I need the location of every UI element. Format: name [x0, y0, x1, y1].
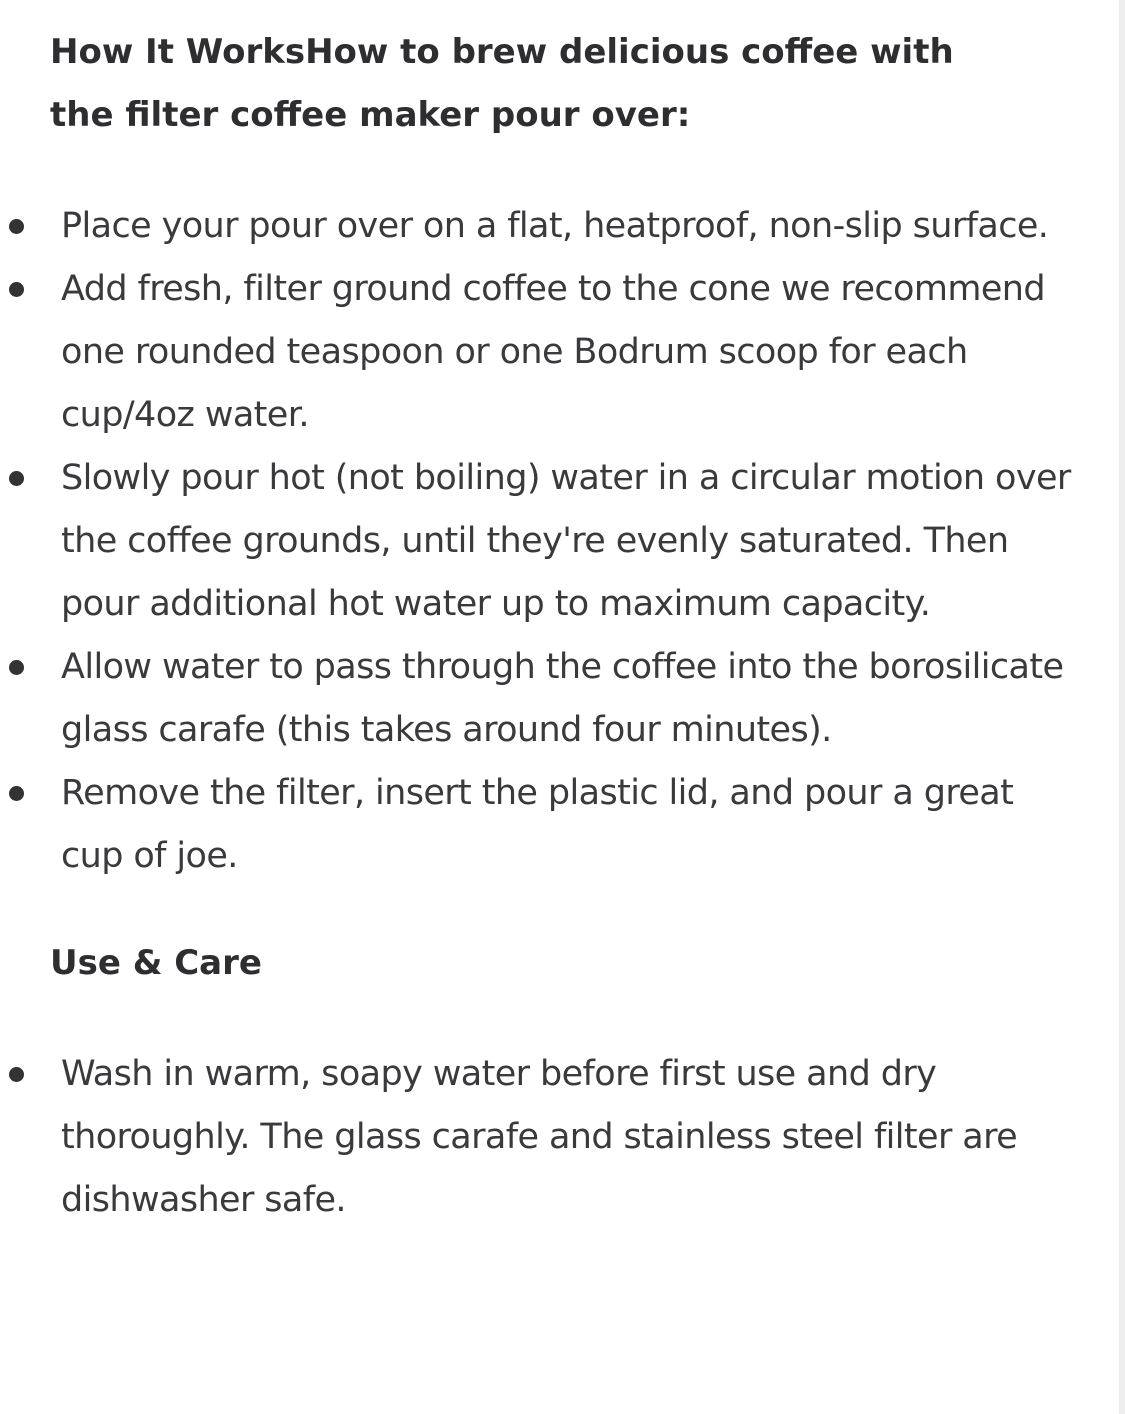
use-and-care-list: [0, 1043, 1112, 1232]
step-text: Allow water to pass through the coffee into the borosilicate glass carafe (this takes around four minutes).: [61, 647, 1064, 750]
bullet-icon: [9, 219, 24, 234]
step-text: Slowly pour hot (not boiling) water in a circular motion over the coffee grounds, until they're evenly saturated. Then pour additional hot water up to maximum capacity.: [61, 458, 1071, 624]
list-item: [0, 258, 1112, 447]
bullet-icon: [9, 1067, 24, 1082]
care-text: Wash in warm, soapy water before first use and dry thoroughly. The glass carafe and stainless steel filter are dishwasher safe.: [61, 1054, 1018, 1220]
bullet-icon: [9, 660, 24, 675]
list-item: [0, 636, 1112, 762]
step-text: Remove the filter, insert the plastic lid, and pour a great cup of joe.: [61, 773, 1014, 876]
bullet-icon: [9, 282, 24, 297]
scrollbar-track[interactable]: [1119, 0, 1125, 1414]
list-item: [0, 447, 1112, 636]
bullet-icon: [9, 471, 24, 486]
list-item: [0, 195, 1112, 258]
bullet-icon: [9, 786, 24, 801]
list-item: [0, 1043, 1112, 1232]
how-it-works-heading: How It WorksHow to brew delicious coffee with the filter coffee maker pour over:: [50, 32, 954, 135]
list-item: [0, 762, 1112, 888]
how-it-works-steps: [0, 195, 1112, 888]
step-text: Add fresh, filter ground coffee to the cone we recommend one rounded teaspoon or one Bodrum scoop for each cup/4oz water.: [61, 269, 1045, 435]
step-text: Place your pour over on a flat, heatproof, non-slip surface.: [61, 206, 1049, 246]
use-and-care-heading: Use & Care: [50, 943, 262, 983]
